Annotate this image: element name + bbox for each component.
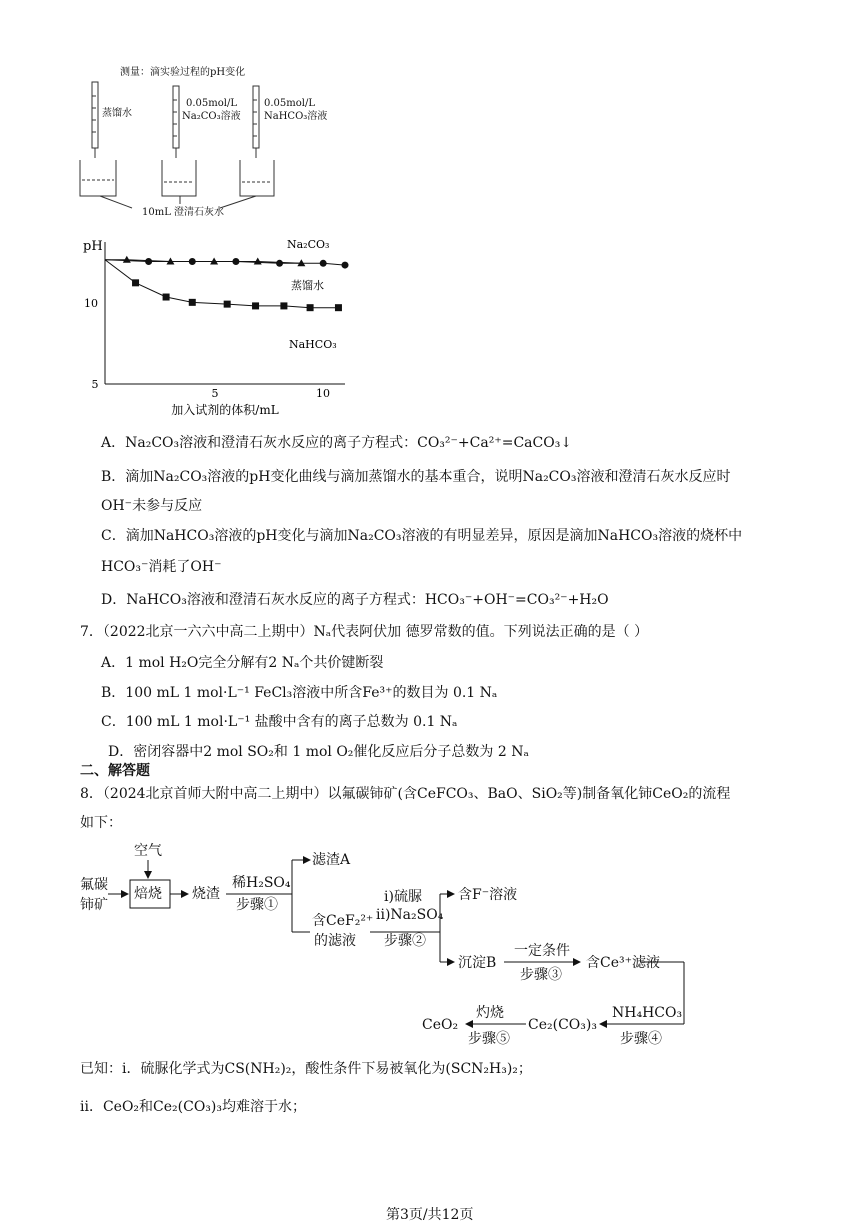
- data-point-square: [280, 302, 287, 309]
- data-point-circle: [320, 260, 327, 267]
- y-axis-label: pH: [83, 239, 103, 254]
- section-heading: 二、解答题: [80, 763, 150, 779]
- flow-condition: 一定条件: [514, 943, 570, 959]
- data-point-square: [307, 304, 314, 311]
- flow-step1: 步骤①: [236, 897, 278, 913]
- ph-chart-svg: [75, 232, 375, 422]
- flow-ore-2: 铈矿: [80, 897, 108, 913]
- reagent-na2co3-conc: 0.05mol/L: [186, 98, 237, 109]
- flow-ce2co3: Ce₂(CO₃)₃: [528, 1017, 597, 1033]
- flow-nh4hco3: NH₄HCO₃: [612, 1005, 683, 1021]
- y-tick-10: 10: [84, 297, 98, 310]
- apparatus-drawing: [70, 62, 370, 222]
- apparatus-figure: [70, 62, 370, 222]
- flow-step5: 步骤⑤: [468, 1031, 510, 1047]
- q7-option-d: D．密闭容器中2 mol SO₂和 1 mol O₂催化反应后分子总数为 2 Nₐ: [108, 744, 529, 760]
- flow-filtrate-1: 含CeF₂²⁺: [312, 913, 374, 929]
- legend-nahco3: NaHCO₃: [289, 338, 337, 351]
- data-point-circle: [145, 258, 152, 265]
- flow-residue-a: 滤渣A: [312, 852, 351, 868]
- q6-option-b-line2: OH⁻未参与反应: [101, 498, 203, 514]
- known-ii: ii．CeO₂和Ce₂(CO₃)₃均难溶于水；: [80, 1099, 306, 1115]
- flow-ceo2: CeO₂: [422, 1017, 459, 1033]
- reagent-nahco3-conc: 0.05mol/L: [264, 98, 315, 109]
- q6-option-c-line1: C．滴加NaHCO₃溶液的pH变化与滴加Na₂CO₃溶液的有明显差异，原因是滴加NaHCO₃溶液的烧杯中: [101, 528, 743, 544]
- flow-ce3-filtrate: 含Ce³⁺滤液: [586, 955, 660, 971]
- x-tick-5: 5: [211, 387, 219, 400]
- legend-water: 蒸馏水: [291, 279, 324, 292]
- data-point-square: [189, 299, 196, 306]
- reagent-na2co3-name: Na₂CO₃溶液: [182, 111, 241, 122]
- known-i: 已知：i．硫脲化学式为CS(NH₂)₂，酸性条件下易被氧化为(SCN₂H₃)₂；: [80, 1061, 532, 1077]
- flow-air: 空气: [134, 843, 162, 859]
- q7-option-c: C．100 mL 1 mol·L⁻¹ 盐酸中含有的离子总数为 0.1 Nₐ: [101, 714, 458, 730]
- flow-f-solution: 含F⁻溶液: [458, 887, 518, 903]
- q6-option-c-line2: HCO₃⁻消耗了OH⁻: [101, 559, 222, 575]
- q6-option-a: A．Na₂CO₃溶液和澄清石灰水反应的离子方程式：CO₃²⁻+Ca²⁺=CaCO₃↓: [101, 435, 573, 451]
- ph-chart: [75, 232, 375, 422]
- x-tick-10: 10: [316, 387, 330, 400]
- data-point-square: [252, 302, 259, 309]
- q7-option-a: A．1 mol H₂O完全分解有2 Nₐ个共价键断裂: [101, 655, 384, 671]
- flow-roast: 焙烧: [134, 886, 162, 902]
- x-axis-label: 加入试剂的体积/mL: [171, 403, 279, 417]
- apparatus-caption: 测量：滴实验过程的pH变化: [120, 67, 246, 78]
- q6-option-d: D．NaHCO₃溶液和澄清石灰水反应的离子方程式：HCO₃⁻+OH⁻=CO₃²⁻+H₂O: [101, 592, 609, 608]
- q7-option-b: B．100 mL 1 mol·L⁻¹ FeCl₃溶液中所含Fe³⁺的数目为 0.1 Nₐ: [101, 685, 498, 701]
- q6-option-b-line1: B．滴加Na₂CO₃溶液的pH变化曲线与滴加蒸馏水的基本重合，说明Na₂CO₃溶液和澄清石灰水反应时: [101, 469, 731, 485]
- q8-stem-line2: 如下：: [80, 815, 122, 831]
- data-point-square: [132, 279, 139, 286]
- flow-step3: 步骤③: [520, 967, 562, 983]
- flow-slag: 烧渣: [192, 886, 220, 902]
- flow-ore-1: 氟碳: [80, 877, 108, 893]
- data-point-circle: [342, 262, 349, 269]
- data-point-square: [163, 294, 170, 301]
- flow-filtrate-2: 的滤液: [314, 933, 356, 949]
- page-number: 第3页/共12页: [386, 1207, 474, 1223]
- legend-na2co3: Na₂CO₃: [287, 238, 330, 251]
- data-point-square: [224, 301, 231, 308]
- flow-step4: 步骤④: [620, 1031, 662, 1047]
- y-tick-5: 5: [91, 378, 99, 391]
- data-point-circle: [276, 260, 283, 267]
- reagent-nahco3-name: NaHCO₃溶液: [264, 111, 328, 122]
- data-point-square: [335, 304, 342, 311]
- reagent-water-label: 蒸馏水: [102, 108, 132, 119]
- flow-reagent-2: ii)Na₂SO₄: [376, 907, 444, 923]
- q7-stem: 7．（2022北京一六六中高二上期中）Nₐ代表阿伏加 德罗常数的值。下列说法正确的是（ ）: [80, 624, 649, 640]
- beaker-label: 10mL 澄清石灰水: [142, 207, 225, 218]
- flow-reagent-1: i)硫脲: [384, 889, 422, 905]
- flow-acid: 稀H₂SO₄: [232, 875, 291, 891]
- q8-stem-line1: 8．（2024北京首师大附中高二上期中）以氟碳铈矿(含CeFCO₃、BaO、SiO₂等)制备氧化铈CeO₂的流程: [80, 786, 731, 802]
- flow-burn: 灼烧: [476, 1005, 504, 1021]
- flow-precip-b: 沉淀B: [458, 955, 497, 971]
- data-point-triangle: [123, 256, 131, 263]
- flow-step2: 步骤②: [384, 933, 426, 949]
